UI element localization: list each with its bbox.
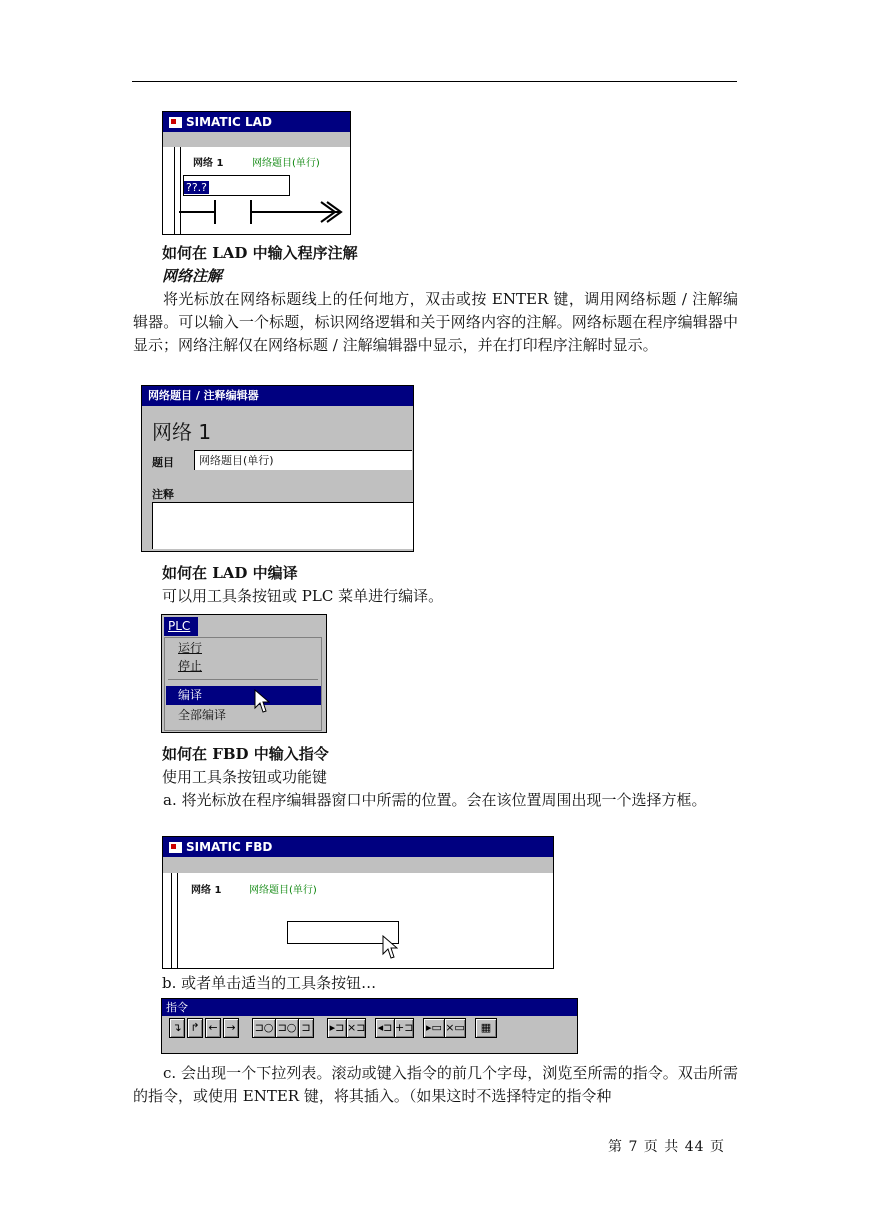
lad-title-bar — [163, 112, 350, 132]
lad-window — [162, 111, 351, 235]
comment-box[interactable] — [183, 175, 290, 196]
header-rule — [132, 81, 737, 82]
fbd-window — [162, 836, 554, 969]
toolbar-button-insert-output[interactable]: ◂⊐ — [375, 1018, 395, 1038]
toolbar-button-delete-input[interactable]: ×⊐ — [346, 1018, 366, 1038]
fbd-title-bar — [163, 837, 553, 857]
toolbar-button-box-neg[interactable]: ⊐○ — [275, 1018, 299, 1038]
section3-line1: 使用工具条按钮或功能键 — [162, 768, 328, 786]
fbd-title: SIMATIC FBD — [186, 840, 273, 854]
plc-menu — [161, 614, 327, 733]
power-rail — [171, 873, 178, 969]
section1-paragraph: 将光标放在网络标题线上的任何地方，双击或按 ENTER 键，调用网络标题 / 注解编辑器。可以输入一个标题，标识网络逻辑和关于网络内容的注解。网络标题在程序编辑器中显示；网络注解仅在网络标题 / 注解编辑器中显示，并在打印程序注解时显示。 — [133, 290, 738, 354]
menu-separator — [168, 679, 318, 680]
toolbar-button-add-output[interactable]: +⊐ — [394, 1018, 414, 1038]
instruction-toolbar — [161, 998, 578, 1054]
toolbar-button-box[interactable]: ⊐○ — [252, 1018, 276, 1038]
toolbar-button-output[interactable]: ⊐ — [298, 1018, 314, 1038]
toolbar-button-table[interactable]: ▦ — [475, 1018, 497, 1038]
toolbar-button-insert-network[interactable]: ▸▭ — [423, 1018, 445, 1038]
network-name: 网络 1 — [152, 420, 212, 444]
network-label: 网络 1 — [191, 885, 222, 896]
section3-heading: 如何在 FBD 中输入指令 — [162, 745, 329, 763]
app-icon — [169, 842, 182, 853]
menu-item-stop[interactable]: 停止 — [178, 659, 203, 673]
step-b: b. 或者单击适当的工具条按钮… — [162, 974, 377, 992]
section2-paragraph: 可以用工具条按钮或 PLC 菜单进行编译。 — [162, 587, 444, 605]
toolbar-title: 指令 — [162, 999, 577, 1016]
step-c: c. 会出现一个下拉列表。滚动或键入指令的前几个字母，浏览至所需的指令。双击所需的指令，或使用 ENTER 键，将其插入。（如果这时不选择特定的指令种 — [133, 1064, 738, 1105]
toolbar-button-up-line[interactable]: ↱ — [187, 1018, 203, 1038]
menu-item-compile[interactable]: 编译 — [166, 686, 321, 705]
section1-heading: 如何在 LAD 中输入程序注解 — [162, 244, 358, 262]
network-label: 网络 1 — [193, 158, 224, 169]
editor-title: 网络题目 / 注释编辑器 — [148, 389, 259, 402]
network-comment-editor — [141, 385, 414, 552]
section2-heading: 如何在 LAD 中编译 — [162, 564, 298, 582]
toolbar-button-right-line[interactable]: → — [223, 1018, 239, 1038]
network-title[interactable]: 网络题目(单行) — [252, 158, 320, 169]
placeholder-text: ??.? — [186, 181, 208, 194]
toolbar-button-insert-input[interactable]: ▸⊐ — [327, 1018, 347, 1038]
toolbar-button-delete-network[interactable]: ×▭ — [444, 1018, 466, 1038]
section1-subheading: 网络注解 — [162, 267, 223, 285]
toolbar-button-left-line[interactable]: ← — [205, 1018, 221, 1038]
menu-item-compile-all[interactable]: 全部编译 — [178, 708, 227, 722]
mouse-cursor-icon — [382, 935, 398, 961]
menu-item-run[interactable]: 运行 — [178, 641, 203, 655]
page-footer: 第 7 页 共 44 页 — [608, 1139, 725, 1155]
editor-title-bar — [142, 386, 413, 406]
title-label: 题目 — [152, 456, 174, 469]
title-input[interactable]: 网络题目(单行) — [194, 450, 412, 470]
step-a: a. 将光标放在程序编辑器窗口中所需的位置。会在该位置周围出现一个选择方框。 — [163, 791, 707, 809]
lad-title: SIMATIC LAD — [186, 115, 272, 129]
comment-label: 注释 — [152, 488, 174, 501]
ladder-rung — [179, 196, 349, 232]
mouse-cursor-icon — [254, 689, 270, 715]
comment-textarea[interactable] — [152, 502, 413, 549]
plc-menu-title[interactable]: PLC — [164, 617, 198, 636]
app-icon — [169, 117, 182, 128]
toolbar-button-down-line[interactable]: ↴ — [169, 1018, 185, 1038]
network-title[interactable]: 网络题目(单行) — [249, 885, 317, 896]
